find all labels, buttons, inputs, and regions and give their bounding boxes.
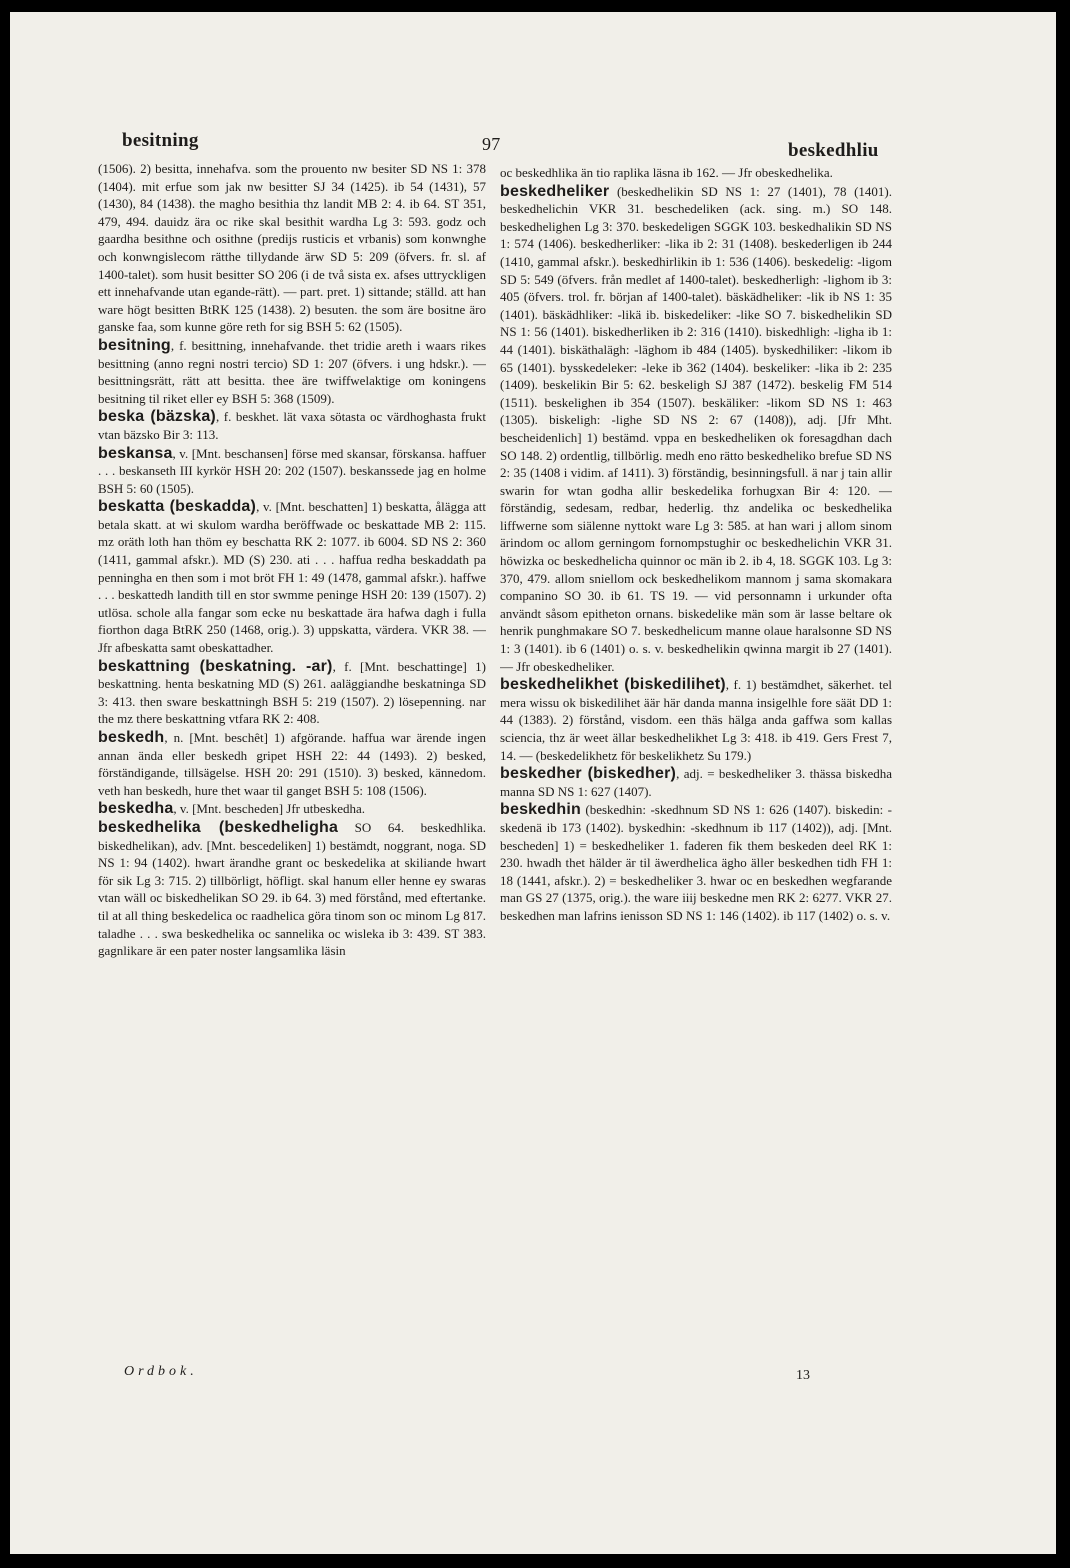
- left-column: [98, 160, 486, 1400]
- entry-text: oc beskedhlika än tio raplika läsna ib 162. — Jfr obeskedhelika.: [500, 165, 833, 180]
- page-number: 97: [482, 134, 501, 154]
- headword: beskedher (biskedher): [500, 765, 677, 783]
- entry: [98, 819, 486, 960]
- entry-text: (1506). 2) besitta, innehafva. som the prouento nw besiter SD NS 1: 378 (1404). mit erfue som jak nw besitter SJ 34 (1425). ib 54 (1431), 57 (1430), 84 (1438). the magho besithia thz landit MB 2: 4. ib 64. ST 351, 479, 494. dauidz ära oc rike skal besithit wardha Lg 3: 593. godz och gaardha besithne och osithne (predijs rusticis et vrbanis) som konwnghe och konwngislecom rätthe tillydande ärw SD 5: 209 (öfvers. fr. sl. af 1400-talet). som husit besitter SO 206 (i de två sista ex. afses uttryckligen ett innehafvande utan egande-rätt). — part. pret. 1) sittande; ställd. att han ware högt besitten BtRK 125 (1438). 2) besuten. the som äre bositne äro ganske faa, som kunne göre reth for sig BSH 5: 62 (1505).: [98, 161, 486, 335]
- entry: [98, 729, 486, 799]
- headword: beska (bäzska): [98, 408, 216, 426]
- headword: beskedhelika (beskedheligha: [98, 818, 339, 836]
- right-column: [500, 164, 892, 1364]
- entry: [98, 160, 486, 336]
- entry: [500, 801, 892, 924]
- entry-text: , v. [Mnt. beschansen] förse med skansar, förskansa. haffuer . . . beskanseth III kyrkör HSH 20: 202 (1507). beskanssede jag en holme BSH 5: 60 (1505).: [98, 445, 486, 496]
- headword: beskedhin: [500, 801, 581, 819]
- entry: [500, 765, 892, 800]
- entry-text: , f. 1) bestämdhet, säkerhet. tel mera wissu ok biskedilihet äär här danda manna insigelhle fore säät DD 1: 44 (1383). 2) förstånd, visdom. een thäs hälga anda gaffwa som kallas sciencia, thz är weet ällar beskedhelikhet Lg 3: 418. ib 419. Gers Frest 7, 14. — (beskedelikhetz för beskelikhetz Su 179.): [500, 677, 892, 763]
- entry: [98, 337, 486, 407]
- entry-text: , f. besittning, innehafvande. thet tridie areth i waars rikes besittning (anno regni nostri tercio) SD 1: 207 (öfvers. i ung hdskr.). — besittningsrätt, rätt att besitta. thee äre twiffwelaktige om koningens besitning til riket eller ey BSH 5: 368 (1509).: [98, 337, 486, 406]
- entry: [98, 445, 486, 498]
- footer-sheet-number: 13: [796, 1368, 810, 1383]
- entry-text: (beskedhin: -skedhnum SD NS 1: 626 (1407). biskedin: -skedenä ib 173 (1402). byskedhin: -skedhnum ib 117 (1402)), adj. [Mnt. bescheden] 1) = beskedheliker 1. faderen fik them beskeden deel RK 1: 230. hwadh thet hälder är til äwerdhelica ägho äller beskedhen tidh FH 1: 18 (1441, afskr.). 2) = beskedheliker 3. hwar oc en beskedhen wegfarande man GS 27 (1375, orig.). the ware iiij beskedne men RK 2: 6277. VKR 27. beskedhen man lafrins ienisson SD NS 1: 146 (1402). ib 117 (1402) o. s. v.: [500, 802, 892, 923]
- headword: besitning: [98, 336, 171, 354]
- entry-text: , v. [Mnt. bescheden] Jfr utbeskedha.: [173, 801, 365, 817]
- headword: beskedheliker: [500, 182, 610, 200]
- headword: beskattning (beskatning. -ar): [98, 657, 333, 675]
- headword: beskatta (beskadda): [98, 498, 257, 516]
- headword: beskedha: [98, 800, 174, 818]
- entry: [98, 800, 486, 818]
- headword: beskedhelikhet (biskedilihet): [500, 676, 726, 694]
- entry: [98, 658, 486, 728]
- running-head-right: beskedhliu: [788, 140, 879, 161]
- entry-text: (beskedhelikin SD NS 1: 27 (1401), 78 (1401). beskedhelichin VKR 31. beschedeliken (ack. sing. m.) SO 148. beskedhelighen Lg 3: 370. beskedeligen SGGK 103. beskedhalikin SD NS 1: 574 (1406). beskedherliker: -lika ib 2: 31 (1408). beskederligen ib 244 (1410, gammal afskr.). beskedhirlikin ib 1: 536 (1406). beskedelig: -ligom SD 5: 549 (öfvers. från medlet af 1400-talet). beskedherligh: -lighom ib 3: 405 (öfvers. trol. fr. början af 1400-talet). bäskädheliker: -lik ib NS 1: 35 (1401). bäskädhliker: -likä ib. biskedeliker: -like SO 7. biskedhelikin SD NS 1: 56 (1401). biskedherliken ib 2: 316 (1410). biskedhligh: -ligha ib 1: 44 (1401). biskäthalägh: -läghom ib 484 (1405). byskedhiliker: -likom ib 65 (1401). bysskedeleker: -leke ib 362 (1404). beskeliker: -lika ib 2: 235 (1409). beskelikin Bir 5: 62. beskeligh SJ 387 (1472). beskelig FM 514 (1511). beskelighen ib 354 (1507). beskäliker: -likom SD NS 1: 463 (1305). biskeligh: -lighe SD NS 2: 67 (1408)), adj. [Jfr Mht. bescheidenlich] 1) bestämd. vppa en beskedheliken ok foresagdhan dach SO 148. 2) ordentlig, tillbörlig. medh eno rätto beskedheliko brefue SD NS 2: 35 (1408 i vidim. af 1411). 3) förständig, besinningsfull. ä nar j tain allir swarin for wtan godha allir beskedelika forhugxan Bir 4: 120. — förständig, sedesam, redbar, hederlig. thz andelika oc beskedhelika liffwerne som siälenne nyttokt ware Lg 3: 585. at han wari j allom sinom ärindom oc allom gerningom fornompstughir oc beskedhelichin VKR 31. höwizka oc beskedhelicha quinnor oc män ib 2. ib 4, 18. SGGK 103. Lg 3: 370, 479. allom sniellom ock beskedhelikom mannom j sama skomakara companino SO 30. ib 61. TS 19. — vid personnamn i urkunder ofta användt såsom epitheton ornans. biskedelike män som är lasse beltare ok henrik punghmakare SO 7. beskedhelicum manne olaue haralsonne SD NS 1: 3 (1401). ib 6 (1401) o. s. v. beskedhelikin qwinna margit ib 27 (1401). — Jfr obeskedheliker.: [500, 183, 892, 674]
- entry-text: , f. [Mnt. beschattinge] 1) beskattning. henta beskatning MD (S) 261. aaläggiandhe beskatninga SD 3: 413. then sware beskattningh BSH 5: 219 (1507). 2) lösepenning. nar the mz there beskattning vtfara RK 2: 408.: [98, 658, 486, 727]
- footer-signature: Ordbok.: [124, 1364, 198, 1379]
- running-head-left: besitning: [122, 130, 199, 151]
- entry: [98, 408, 486, 443]
- entry-text: , n. [Mnt. beschêt] 1) afgörande. haffua war ärende ingen annan ända eller beskedh gripet HSH 22: 44 (1493). 2) besked, förständigande, tillsägelse. HSH 20: 291 (1510). 3) besked, kännedom. veth han beskedh, hure thet waar til ganget BSH 5: 108 (1506).: [98, 730, 486, 798]
- headword: beskedh: [98, 729, 165, 746]
- entry-text: , adj. = beskedheliker 3. thässa biskedha manna SD NS 1: 627 (1407).: [500, 766, 892, 799]
- entry-text: , f. beskhet. lät vaxa sötasta oc värdhoghasta frukt vtan bäzsko Bir 3: 113.: [98, 409, 486, 442]
- entry: [500, 183, 892, 676]
- entry-text: SO 64. beskedhlika. biskedhelikan), adv. [Mnt. bescedeliken] 1) bestämdt, noggrant, noga. SD NS 1: 94 (1402). hwart ärandhe grant oc beskedelika at skiliande hwart för sik Lg 3: 715. 2) tillbörligt, höfligt. skal hanum eller henne ey swaras vtan wäll oc biskedhelikan SO 29. ib 64. 3) med förstånd, med eftertanke. til at all thing beskedelica oc raadhelica göra tinom son oc minom Lg 817. taladhe . . . swa beskedhelika oc sannelika oc wisleka ib 3: 439. ST 383. gagnlikare är een pater noster langsamlika läsin: [98, 819, 486, 959]
- dictionary-page: [10, 12, 1056, 1554]
- entry: [500, 164, 892, 182]
- headword: beskansa: [98, 444, 173, 462]
- entry: [98, 498, 486, 656]
- entry-text: , v. [Mnt. beschatten] 1) beskatta, ålägga att betala skatt. at wi skulom wardha beröffwade oc beskattade MB 2: 115. mz oräth loth han thöm ey beschatta RK 2: 1077. ib 6004. SD NS 2: 360 (1411, gammal afskr.). MD (S) 230. ati . . . haffua redha beskaddath pa penningha en then som i mot bröt FH 1: 49 (1478, gammal afskr.). haffwe . . . beskattedh landith till en stor swmme peninge HSH 20: 139 (1507). 2) utlösa. schole alla fangar som ecke nu beskattade ära hafwa dagh i fulla fiorthon daga BtRK 250 (1468, orig.). 3) uppskatta, värdera. VKR 38. — Jfr afbeskatta samt obeskattadher.: [98, 499, 486, 656]
- entry: [500, 676, 892, 764]
